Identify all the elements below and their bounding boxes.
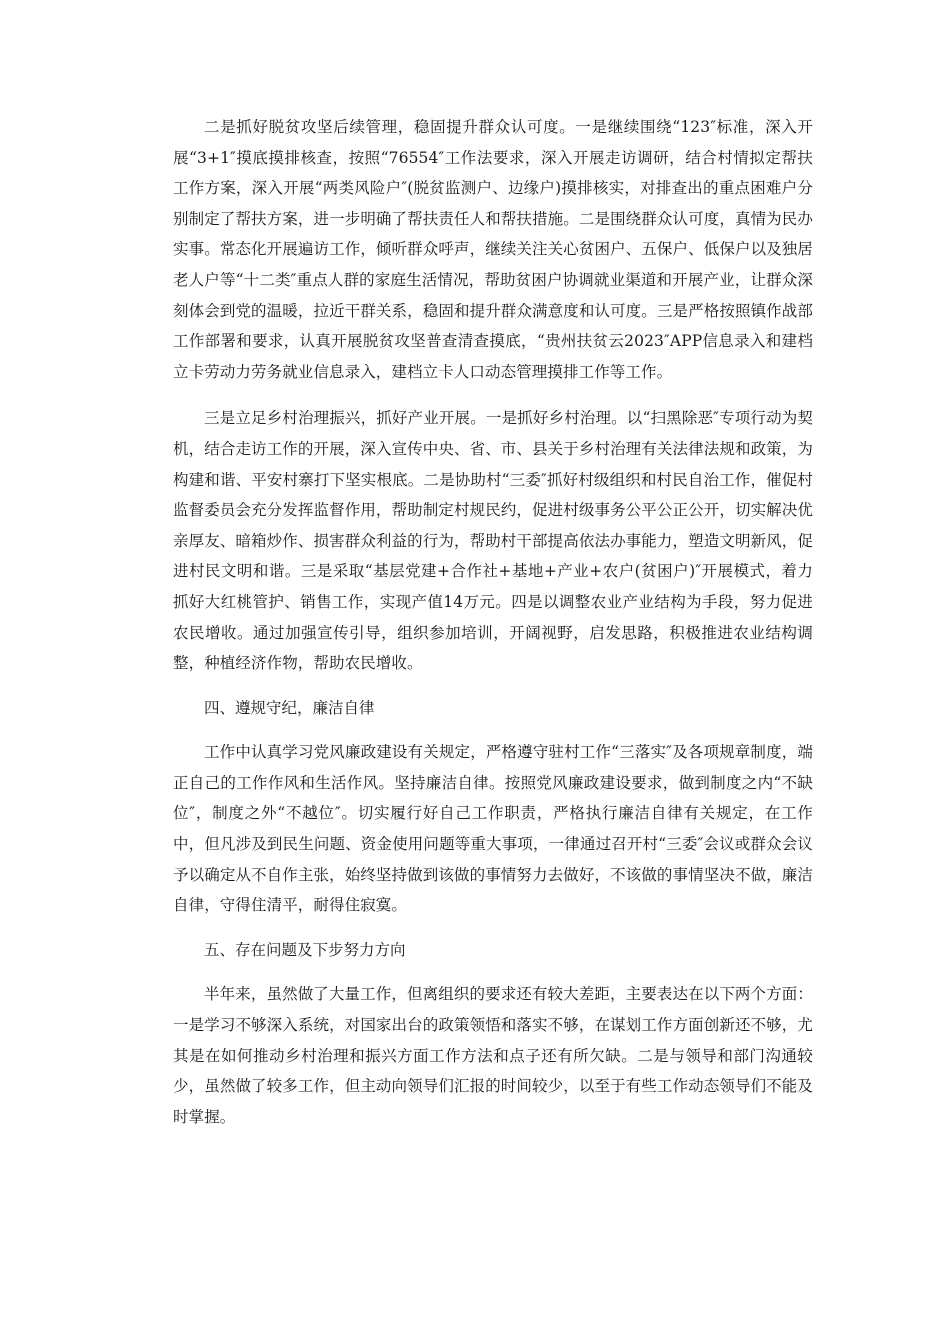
section-heading-problems: 五、存在问题及下步努力方向 [204,940,406,959]
paragraph-gap [173,387,813,403]
paragraph-discipline: 工作中认真学习党风廉政建设有关规定，严格遵守驻村工作“三落实″及各项规章制度，端正自己的工作作风和生活作风。坚持廉洁自律。按照党风廉政建设要求，做到制度之内“不缺位″，制度之外“不越位″。切实履行好自己工作职责，严格执行廉洁自律有关规定，在工作中，但凡涉及到民生问题、资金使用问题等重大事项，一律通过召开村“三委″会议或群众会议予以确定从不自作主张，始终坚持做到该做的事情努力去做好，不该做的事情坚决不做，廉洁自律，守得住清平，耐得住寂寞。 [173,743,813,915]
paragraph-gap [173,921,813,935]
paragraph-problems: 半年来，虽然做了大量工作，但离组织的要求还有较大差距，主要表达在以下两个方面：一是学习不够深入系统，对国家出台的政策领悟和落实不够，在谋划工作方面创新还不够，尤其是在如何推动乡村治理和振兴方面工作方法和点子还有所欠缺。二是与领导和部门沟通较少，虽然做了较多工作，但主动向领导们汇报的时间较少，以至于有些工作动态领导们不能及时掌握。 [173,985,813,1126]
paragraph-gap [173,723,813,737]
paragraph-rural-governance: 三是立足乡村治理振兴，抓好产业开展。一是抓好乡村治理。以“扫黑除恶″专项行动为契机，结合走访工作的开展，深入宣传中央、省、市、县关于乡村治理有关法律法规和政策，为构建和谐、平安村寨打下坚实根底。二是协助村“三委″抓好村级组织和村民自治工作，催促村监督委员会充分发挥监督作用，帮助制定村规民约，促进村级事务公平公正公开，切实解决优亲厚友、暗箱炒作、损害群众利益的行为，帮助村干部提高依法办事能力，塑造文明新风，促进村民文明和谐。三是采取“基层党建+合作社+基地+产业+农户(贫困户)″开展模式，着力抓好大红桃管护、销售工作，实现产值14万元。四是以调整农业产业结构为手段，努力促进农民增收。通过加强宣传引导，组织参加培训，开阔视野，启发思路，积极推进农业结构调整，种植经济作物，帮助农民增收。 [173,409,813,673]
paragraph-poverty-management: 二是抓好脱贫攻坚后续管理，稳固提升群众认可度。一是继续围绕“123″标准，深入开展“3+1″摸底摸排核查，按照“76554″工作法要求，深入开展走访调研，结合村情拟定帮扶工作方案，深入开展“两类风险户″(脱贫监测户、边缘户)摸排核实，对排查出的重点困难户分别制定了帮扶方案，进一步明确了帮扶责任人和帮扶措施。二是围绕群众认可度，真情为民办实事。常态化开展遍访工作，倾听群众呼声，继续关注关心贫困户、五保户、低保户以及独居老人户等“十二类″重点人群的家庭生活情况，帮助贫困户协调就业渠道和开展产业，让群众深刻体会到党的温暖，拉近干群关系，稳固和提升群众满意度和认可度。三是严格按照镇作战部工作部署和要求，认真开展脱贫攻坚普查清查摸底，“贵州扶贫云2023″APP信息录入和建档立卡劳动力劳务就业信息录入，建档立卡人口动态管理摸排工作等工作。 [173,118,813,381]
paragraph-gap [173,965,813,979]
paragraph-gap [173,679,813,693]
section-heading-discipline: 四、遵规守纪，廉洁自律 [204,698,375,717]
document-body [173,112,813,1132]
